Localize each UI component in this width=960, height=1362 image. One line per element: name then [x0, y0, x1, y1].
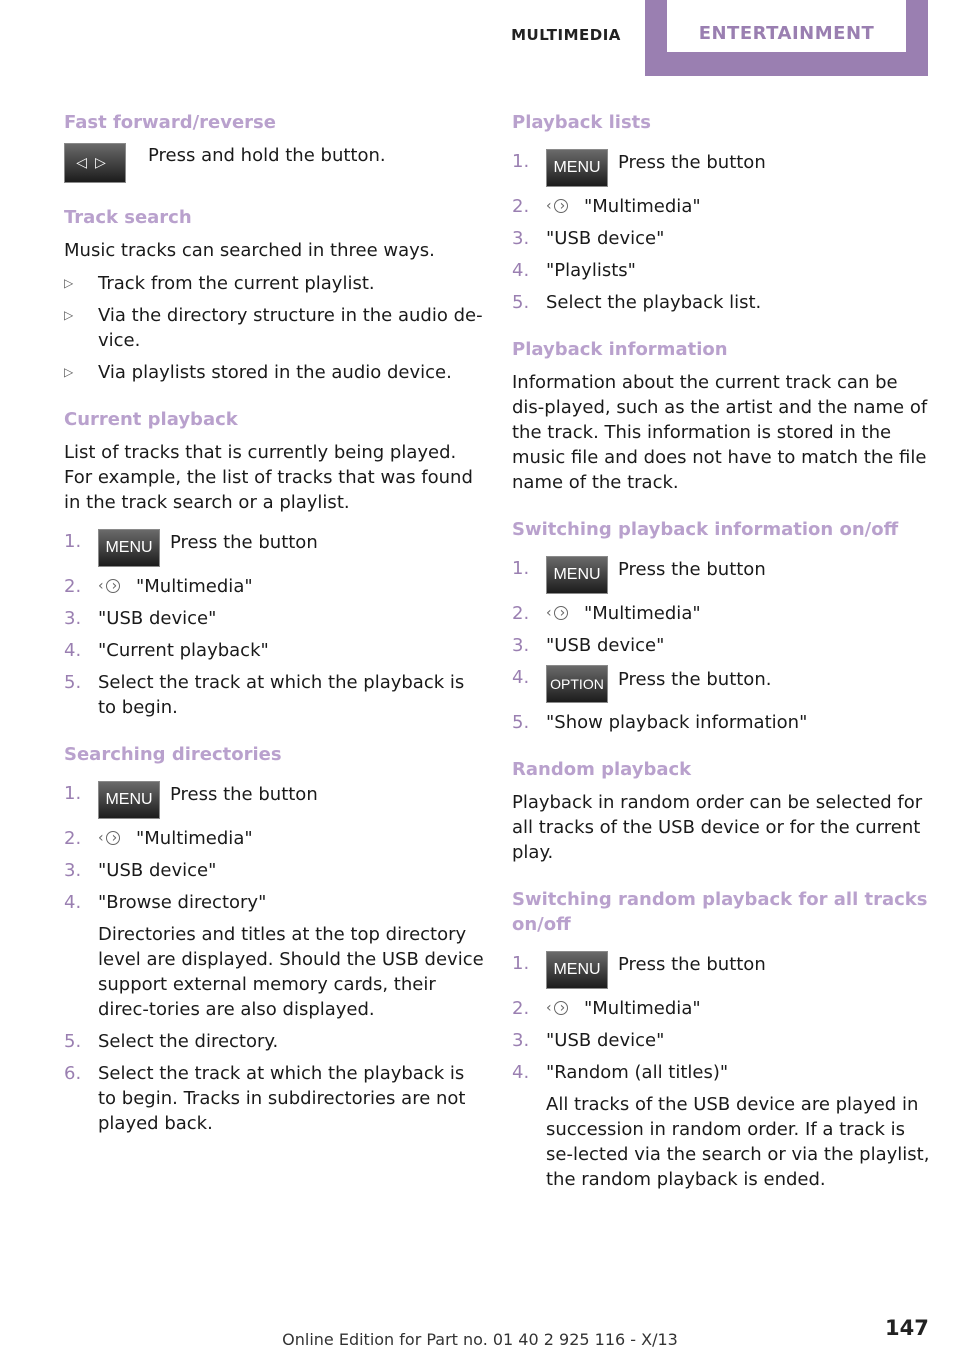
list-item: 5. Select the track at which the playback is to begin. — [64, 672, 465, 718]
footer-text: Online Edition for Part no. 01 40 2 925 116 - X/13 — [282, 1330, 678, 1349]
list-item: 2. ‹› "Multimedia" — [512, 601, 932, 626]
current-playback-section — [64, 407, 484, 720]
random-all-heading: Switching random playback for all tracks on/off — [512, 889, 928, 935]
menu-button-icon: MENU — [98, 529, 160, 567]
option-button-icon: OPTION — [546, 665, 608, 703]
searching-directories-heading: Searching directories — [64, 744, 282, 765]
playback-information-text: Information about the current track can be dis-played, such as the artist and the name of the track. This information is stored in the music file and does not have to match the file name of the track. — [512, 372, 928, 493]
random-playback-text: Playback in random order can be selected for all tracks of the USB device or for the current play. — [512, 792, 923, 863]
random-playback-section — [512, 757, 932, 865]
fast-forward-heading: Fast forward/reverse — [64, 112, 276, 133]
playback-lists-steps — [512, 149, 932, 315]
menu-button-icon: MENU — [546, 149, 608, 187]
bullet-item: ▷ Track from the current playlist. — [64, 271, 484, 296]
list-item: 2. ‹› "Multimedia" — [512, 194, 932, 219]
fast-forward-section — [64, 110, 484, 183]
current-playback-intro: List of tracks that is currently being played. For example, the list of tracks that was found in the track search or a playlist. — [64, 442, 473, 513]
controller-icon — [546, 198, 576, 214]
list-item: 2. ‹› "Multimedia" — [512, 996, 932, 1021]
switching-info-heading: Switching playback information on/off — [512, 519, 899, 540]
switching-info-section — [512, 517, 932, 735]
list-item: 2. ‹› "Multimedia" — [64, 826, 484, 851]
list-item: 3. "USB device" — [512, 635, 665, 656]
random-playback-heading: Random playback — [512, 759, 692, 780]
track-search-intro: Music tracks can searched in three ways. — [64, 240, 435, 261]
current-playback-heading: Current playback — [64, 409, 238, 430]
playback-information-section — [512, 337, 932, 495]
current-playback-steps — [64, 529, 484, 720]
list-item: 2. ‹› "Multimedia" — [64, 574, 484, 599]
list-item: 4. OPTION Press the button. — [512, 665, 932, 703]
list-item: 6. Select the track at which the playback is to begin. Tracks in subdirectories are not played back. — [64, 1063, 466, 1134]
switching-info-steps — [512, 556, 932, 735]
list-item: 4. "Random (all titles)" All tracks of the USB device are played in succession in random order. If a track is se-lected via the search or via the playlist, the random playback is ended. — [512, 1060, 932, 1192]
list-item: 4. "Browse directory" Directories and titles at the top directory level are displayed. Should the USB device support external memory cards, their direc-tories are also displayed. — [64, 892, 484, 1020]
playback-information-heading: Playback information — [512, 339, 728, 360]
list-item: 1. MENU Press the button — [64, 529, 484, 567]
left-column — [64, 110, 484, 1158]
list-item: 1. MENU Press the button — [64, 781, 484, 819]
controller-icon — [546, 1000, 576, 1016]
menu-button-icon: MENU — [546, 556, 608, 594]
random-all-section — [512, 887, 932, 1192]
step-note: All tracks of the USB device are played in succession in random order. If a track is se-lected via the search or via the playlist, the random playback is ended. — [546, 1094, 930, 1190]
playback-lists-section — [512, 110, 932, 315]
list-item: 3. "USB device" — [512, 1030, 665, 1051]
header-tab — [645, 0, 928, 76]
list-item: 4. "Playlists" — [512, 260, 636, 281]
header-tab-label: ENTERTAINMENT — [667, 0, 906, 52]
list-item: 1. MENU Press the button — [512, 149, 932, 187]
list-item: 3. "USB device" — [64, 608, 217, 629]
menu-button-icon: MENU — [98, 781, 160, 819]
random-all-steps — [512, 951, 932, 1192]
page-number: 147 — [885, 1316, 929, 1340]
list-item: 5. Select the playback list. — [512, 292, 762, 313]
fast-forward-text: Press and hold the button. — [148, 145, 386, 166]
right-column — [512, 110, 932, 1214]
step-note: Directories and titles at the top directory level are displayed. Should the USB device support external memory cards, their direc-tories are also displayed. — [98, 924, 484, 1020]
skip-buttons-icon: ◁▷ — [64, 143, 126, 183]
controller-icon — [546, 605, 576, 621]
list-item: 5. Select the directory. — [64, 1031, 279, 1052]
header-section: MULTIMEDIA — [511, 26, 621, 44]
list-item: 1. MENU Press the button — [512, 951, 932, 989]
bullet-item: ▷ Via playlists stored in the audio device. — [64, 360, 484, 385]
list-item: 5. "Show playback information" — [512, 712, 808, 733]
controller-icon — [98, 830, 128, 846]
list-item: 4. "Current playback" — [64, 640, 269, 661]
list-item: 1. MENU Press the button — [512, 556, 932, 594]
menu-button-icon: MENU — [546, 951, 608, 989]
track-search-heading: Track search — [64, 207, 192, 228]
playback-lists-heading: Playback lists — [512, 112, 651, 133]
searching-directories-section — [64, 742, 484, 1136]
searching-directories-steps — [64, 781, 484, 1136]
controller-icon — [98, 578, 128, 594]
track-search-section — [64, 205, 484, 385]
list-item: 3. "USB device" — [512, 228, 665, 249]
list-item: 3. "USB device" — [64, 860, 217, 881]
bullet-item: ▷ Via the directory structure in the audio de-vice. — [64, 303, 484, 353]
